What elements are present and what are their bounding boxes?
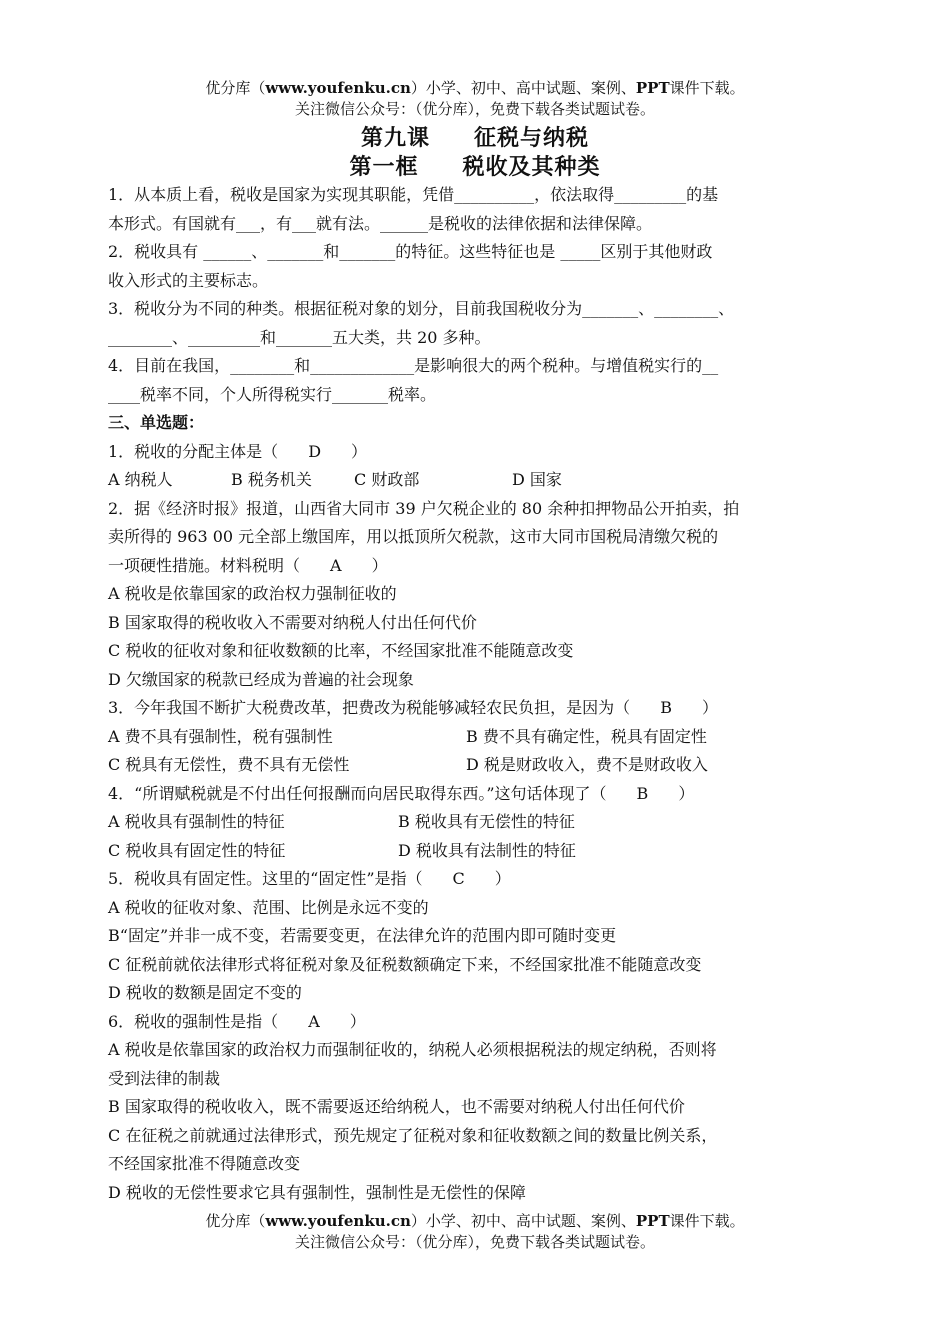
option-c: C 税具有无偿性，费不具有无偿性 <box>108 755 350 774</box>
option-b: B 国家取得的税收收入，既不需要返还给纳税人，也不需要对纳税人付出任何代价 <box>108 1097 685 1116</box>
section-heading: 三、单选题： <box>108 413 205 432</box>
option-a: A 税收是依靠国家的政治权力而强制征收的，纳税人必须根据税法的规定纳税，否则将 <box>108 1040 717 1059</box>
option-c: C 财政部 <box>354 470 420 489</box>
header-text: 课件下载。 <box>669 79 745 97</box>
option-b: B 国家取得的税收收入不需要对纳税人付出任何代价 <box>108 612 477 632</box>
question-stem: 6．税收的强制性是指（ <box>108 1011 279 1031</box>
mc-question-3 <box>108 694 842 723</box>
answer: D <box>308 441 322 461</box>
footer-text: 优分库（ <box>205 1212 266 1230</box>
worksheet-body <box>108 181 842 1207</box>
option-c: C 在征税之前就通过法律形式，预先规定了征税对象和征收数额之间的数量比例关系， <box>108 1125 718 1145</box>
option-a-cont: 受到法律的制裁 <box>108 1068 221 1088</box>
mc-question-2: 2．据《经济时报》报道，山西省大同市 39 户欠税企业的 80 余种扣押物品公开拍卖，拍 <box>108 498 740 518</box>
option-c: C 税收的征收对象和征收数额的比率，不经国家批准不能随意改变 <box>108 641 574 660</box>
option-b: B 税收具有无偿性的特征 <box>398 812 575 831</box>
mc-question-6 <box>108 1008 842 1037</box>
mc-question-1 <box>108 438 842 467</box>
footer-url: www.youfenku.cn <box>265 1212 411 1230</box>
lesson-number: 第九课 <box>360 125 430 151</box>
options-row <box>108 723 842 752</box>
answer: B <box>636 783 649 803</box>
option-b: B“固定”并非一成不变，若需要变更，在法律允许的范围内即可随时变更 <box>108 926 617 945</box>
fill-question-4: 4．目前在我国，________和_____________是影响很大的两个税种。与增值税实行的__ <box>108 356 719 375</box>
lesson-title <box>0 123 950 153</box>
option-b: B 税务机关 <box>231 470 312 489</box>
footer-text: 课件下载。 <box>669 1212 745 1230</box>
bracket: ） <box>371 555 388 575</box>
answer: C <box>452 869 465 888</box>
footer-ppt: PPT <box>635 1212 670 1230</box>
option-a: A 税收的征收对象、范围、比例是永远不变的 <box>108 897 429 917</box>
question-stem: 一项硬性措施。材料税明（ <box>108 555 301 575</box>
bracket: ） <box>351 441 368 461</box>
bracket: ） <box>701 698 718 717</box>
option-a: A 费不具有强制性，税有强制性 <box>108 726 333 746</box>
mc-question-2-cont: 卖所得的 963 00 元全部上缴国库，用以抵顶所欠税款，这市大同市国税局清缴欠税的 <box>108 527 719 546</box>
answer: A <box>330 555 342 575</box>
option-b: B 费不具有确定性，税具有固定性 <box>466 726 707 746</box>
fill-question-3-cont: ________、_________和_______五大类，共 20 多种。 <box>108 327 491 347</box>
option-c-cont: 不经国家批准不得随意改变 <box>108 1154 301 1173</box>
mc-question-5 <box>108 865 842 894</box>
mc-question-2-cont <box>108 552 842 581</box>
option-d: D 欠缴国家的税款已经成为普遍的社会现象 <box>108 669 414 689</box>
top-header-line1 <box>0 78 950 98</box>
option-a: A 纳税人 <box>108 470 173 489</box>
option-d: D 税收的数额是固定不变的 <box>108 983 302 1002</box>
options-row <box>108 751 842 780</box>
fill-question-2: 2．税收具有 ______、_______和_______的特征。这些特征也是 _____区别于其他财政 <box>108 242 713 261</box>
bottom-footer-line2: 关注微信公众号：（优分库），免费下载各类试题试卷。 <box>294 1233 655 1251</box>
mc-question-4 <box>108 780 842 809</box>
answer: B <box>660 698 672 717</box>
fill-question-1-cont: 本形式。有国就有___，有___就有法。______是税收的法律依据和法律保障。 <box>108 213 653 233</box>
fill-question-4-cont: ____税率不同，个人所得税实行_______税率。 <box>108 384 437 404</box>
options-row <box>108 466 842 495</box>
option-a: A 税收具有强制性的特征 <box>108 812 285 831</box>
footer-text: ）小学、初中、高中试题、案例、 <box>410 1212 636 1230</box>
option-a: A 税收是依靠国家的政治权力强制征收的 <box>108 584 397 603</box>
fill-question-1: 1．从本质上看，税收是国家为实现其职能，凭借__________，依法取得_________的基 <box>108 185 719 204</box>
option-d: D 国家 <box>512 470 562 489</box>
fill-question-3: 3．税收分为不同的种类。根据征税对象的划分，目前我国税收分为_______、________、 <box>108 299 735 318</box>
options-row <box>108 837 842 866</box>
fill-question-2-cont: 收入形式的主要标志。 <box>108 270 269 290</box>
option-d: D 税收的无偿性要求它具有强制性，强制性是无偿性的保障 <box>108 1182 526 1202</box>
option-c: C 征税前就依法律形式将征税对象及征税数额确定下来，不经国家批准不能随意改变 <box>108 954 702 974</box>
header-text: ）小学、初中、高中试题、案例、 <box>410 79 636 97</box>
answer: A <box>308 1011 320 1031</box>
header-text: 优分库（ <box>205 79 266 97</box>
question-stem: 5．税收具有固定性。这里的“固定性”是指（ <box>108 869 423 888</box>
bracket: ） <box>494 869 511 888</box>
bracket: ） <box>678 783 695 803</box>
option-d: D 税是财政收入，费不是财政收入 <box>466 755 708 774</box>
question-stem: 1．税收的分配主体是（ <box>108 441 279 461</box>
question-stem: 4．“所谓赋税就是不付出任何报酬而向居民取得东西。”这句话体现了（ <box>108 783 607 803</box>
options-row <box>108 808 842 837</box>
top-header-line2: 关注微信公众号：（优分库），免费下载各类试题试卷。 <box>294 100 655 118</box>
frame-name: 税收及其种类 <box>462 154 601 180</box>
bracket: ） <box>349 1011 366 1031</box>
bottom-footer-line1 <box>0 1211 950 1231</box>
lesson-name: 征税与纳税 <box>474 125 590 151</box>
option-c: C 税收具有固定性的特征 <box>108 840 286 860</box>
header-url: www.youfenku.cn <box>265 79 411 97</box>
frame-title <box>0 152 950 182</box>
option-d: D 税收具有法制性的特征 <box>398 840 576 860</box>
header-ppt: PPT <box>635 79 670 97</box>
frame-number: 第一框 <box>349 154 419 180</box>
question-stem: 3．今年我国不断扩大税费改革，把费改为税能够减轻农民负担，是因为（ <box>108 698 631 717</box>
